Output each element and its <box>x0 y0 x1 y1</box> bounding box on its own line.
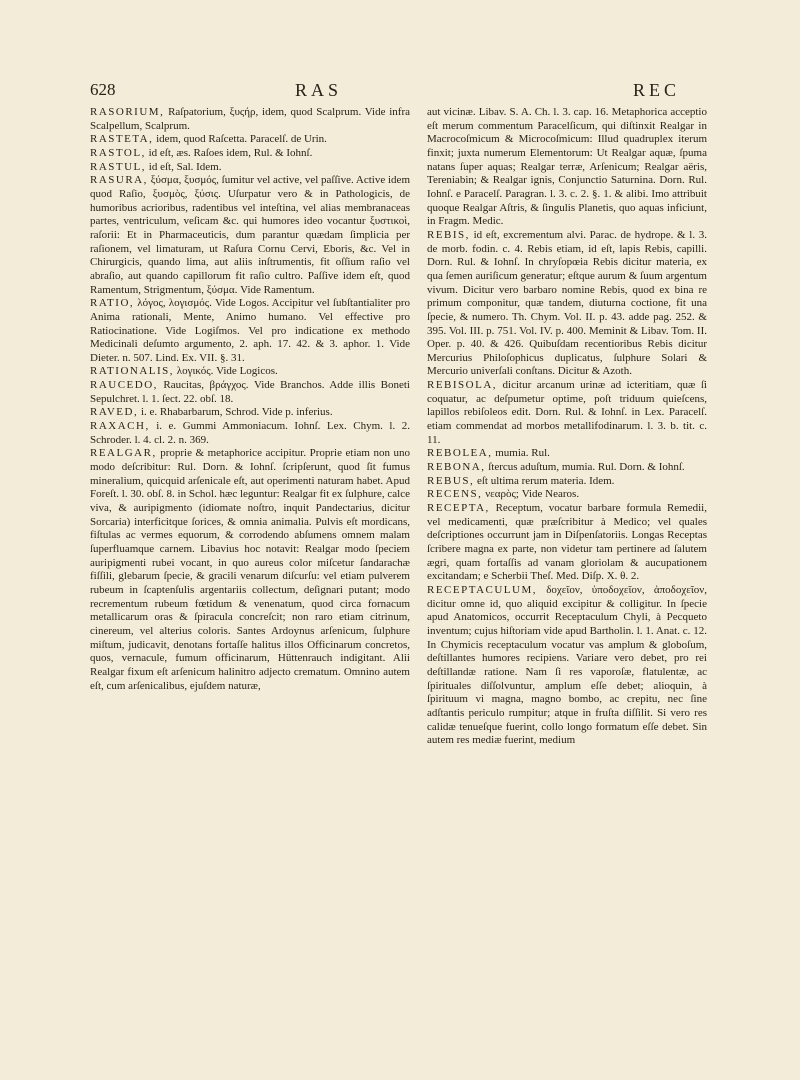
entry-headword: REBUS, <box>427 474 475 487</box>
dictionary-entry <box>90 161 410 175</box>
entry-headword: RECEPTACULUM, <box>427 583 537 596</box>
entry-headword: RECEPTA, <box>427 502 490 515</box>
dictionary-entry <box>427 475 707 489</box>
entry-text: id eſt, æs. Raſoes idem, Rul. & Iohnſ. <box>145 146 313 159</box>
entry-headword: RASTETA, <box>90 133 154 146</box>
running-head-right: REC <box>633 80 681 100</box>
entry-headword: RATIONALIS, <box>90 365 175 378</box>
entry-text: Receptum, vocatur barbare formula Remedii, vel medicamenti, quæ præſcribitur à Medico; vel quales deſcriptiones occurrunt jam in Diſpenſatoriis. Longas Receptas ſcribere magna ex parte, non videtur tam pertinere ad ſalutem ægri, quam fortaſſis ad vanam gloriolam & aucupationem excitandam; e Scherbii Theſ. Med. Diſp. X. θ. 2. <box>427 502 707 583</box>
entry-text: i. e. Rhabarbarum, Schrod. Vide p. inferius. <box>138 406 333 419</box>
dictionary-entry <box>427 379 707 447</box>
dictionary-entry <box>90 174 410 297</box>
dictionary-entry <box>90 420 410 447</box>
entry-text: ξύσμα, ξυσμός, ſumitur vel active, vel paſſive. Active idem quod Raſio, ξυσμὸς, ξύσις. Uſurpatur vero & in Pathologicis, de humoribus acrioribus, radentibus vel inteſtina, vel alias membranaceas partes, ventriculum, veſicam &c. qui humores ideo vocantur ξυστικοὶ, raſorii: Et in Pharmaceuticis, dum parantur quædam ſimplicia per raſionem, vel limaturam, ut Raſura Cornu Cervi, Eboris, &c. Vel in Chirurgicis, quando lima, aut aliis inſtrumentis, fit oſſium raſio vel abraſio, aut quando capillorum fit raſio cultro. Paſſive idem eſt, quod Ramentum, Strigmentum, ξύσμα. Vide Ramentum. <box>90 174 410 296</box>
entry-headword: RASORIUM, <box>90 106 165 118</box>
entry-headword: RASURA, <box>90 174 148 187</box>
page-header <box>90 80 708 104</box>
dictionary-entry <box>90 147 410 161</box>
right-column <box>427 106 707 748</box>
entry-text: λόγος, λογισμός. Vide Logos. Accipitur vel ſubſtantialiter pro Anima rationali, Mente, Animo humano. Vel effective pro Ratiocinatione. Vide Logiſmos. Vel pro indicatione ex methodo Medicinali deſumto argumento, 2. aph. 17. 42. & 3. aphor. 1. Vide Dieter. n. 507. Lind. Ex. VII. §. 31. <box>90 297 410 364</box>
dictionary-entry <box>90 106 410 133</box>
running-head-left: RAS <box>295 80 343 100</box>
entry-headword: RAXACH, <box>90 420 150 433</box>
entry-headword: RASTOL, <box>90 146 146 159</box>
page-number: 628 <box>90 80 116 99</box>
dictionary-entry <box>427 106 707 229</box>
entry-text: ſtercus aduſtum, mumia. Rul. Dorn. & Iohnſ. <box>485 461 685 474</box>
entry-headword: RAVED, <box>90 406 139 419</box>
dictionary-entry <box>427 584 707 748</box>
dictionary-entry <box>90 406 410 420</box>
dictionary-entry <box>90 379 410 406</box>
entry-text: λογικός. Vide Logicos. <box>174 365 278 378</box>
entry-headword: REBONA, <box>427 461 486 474</box>
entry-text: i. e. Gummi Ammoniacum. Iohnſ. Lex. Chym. l. 2. Schroder. l. 4. cl. 2. n. 369. <box>90 420 410 446</box>
entry-headword: RATIO, <box>90 297 135 310</box>
dictionary-entry <box>427 447 707 461</box>
entry-text: id eſt, Sal. Idem. <box>146 160 222 173</box>
entry-headword: RECENS, <box>427 488 483 501</box>
entry-headword: REBOLEA, <box>427 447 493 460</box>
entry-text: dicitur arcanum urinæ ad icteritiam, quæ ſi coquatur, ac deſpumetur optime, poſt triduum quieſcens, lapillos rebiſoleos edit. Dorn. Rul. & Iohnſ. in Lex. Paracelſ. etiam commendat ad morbos metallifodinarum. l. 3. b. tit. c. 11. <box>427 379 707 446</box>
dictionary-entry <box>90 447 410 693</box>
entry-text: idem, quod Raſcetta. Paracelſ. de Urin. <box>153 133 327 146</box>
entry-text: proprie & metaphorice accipitur. Proprie etiam non uno modo deſcribitur: Rul. Dorn. & Iohnſ. ſcripſerunt, quod ſit fumus mineralium, quicquid arſenicale eſt, aut operimenti naturam habet. Apud Foreſt. l. 30. obſ. 8. in Schol. hæc leguntur: Realgar fit ex ſulphure, calce viva, & auripigmento (idiomate noſtro, inquit Pandectarius, dicitur Sorcaria) interficitque ſorices, & omnia animalia. Pulvis eſt mordicans, fiſtulas ac vermes equorum, & corrodendo abſumens omnem malam ſuperfluamque carnem. Libavius hoc notavit: Realgar modo ſpeciem auripigmenti rubei vocant, in quo aureus color miſcetur ſandarachæ fiſſili, glebarum ſpecie, & gracili venarum diſcurſu: vel etiam pulverem rubeum in ſcaptenſulis argentariis collectum, deſignari putant; modo recrementum rubeum fœtidum & venenatum, quod circa fornacum metallicarum oras & ſpiracula concreſcit; non raro etiam citrinum, cinereum, vel alterius coloris. Santes Ardoynus arſenicum, ſulphure miſtum, judicavit, denotans fortaſſe halitus illos Officinarum concretos, quos, vernacule, fumum officinarum, Hüttenrauch indigitant. Alii Realgar fixum eſt arſenicum halinitro adjecto crematum. Omnino autem eſt, cum arſenicalibus, ejuſdem naturæ, <box>90 447 410 692</box>
entry-headword: RASTUL, <box>90 160 147 173</box>
dictionary-entry <box>90 297 410 365</box>
entry-text: Raſpatorium, ξυςήρ, idem, quod Scalprum. Vide infra Scalpellum, Scalprum. <box>90 106 410 132</box>
dictionary-entry <box>90 365 410 379</box>
entry-text: νεαρὸς; Vide Nearos. <box>482 488 580 501</box>
left-column <box>90 106 410 693</box>
dictionary-entry <box>427 502 707 584</box>
entry-text: δοχεῖον, ὑποδοχεῖον, ἀποδοχεῖον, dicitur omne id, quo aliquid excipitur & colligitur. In ſpecie apud Anatomicos, occurrit Receptaculum Chyli, à Pecqueto inventum; cujus hiſtoriam vide apud Bartholin. l. 1. Anat. c. 12. In Chymicis receptaculum vocatur vas amplum & globoſum, deſtillantes humores recipiens. Variare vero debet, pro rei deſtillandæ ratione. Nam ſi res vaporoſæ, flatulentæ, ac ſpirituales diſſolvuntur, amplum eſſe debet; alioquin, à ſpirituum vi magna, magno bombo, ac crepitu, nec ſine adſtantis periculo rumpitur; atque in fruſta diſſilit. Si vero res calidæ tenueſque fuerint, collo longo formatum eſſe debet. Sin autem res mediæ fuerint, medium <box>427 583 707 747</box>
entry-text: id eſt, excrementum alvi. Parac. de hydrope. & l. 3. de morb. fodin. c. 4. Rebis etiam, id eſt, lapis Rebis, capilli. Dorn. Rul. & Iohnſ. In chryſopœia Rebis dicitur materia, ex qua ſemen auriſicum generatur; eſtque aurum & ſuum argentum vivum. Dicitur vero barbaro nomine Rebis, quod ex bina re primum componitur, quæ tandem, diuturna coctione, fit una ſpecie, & numero. Th. Chym. Vol. II. p. 43. adde pag. 252. & 395. Vol. III. p. 751. Vol. IV. p. 400. Meminit & Libav. Tom. II. Oper. p. 40. & 426. Quibuſdam recentioribus Rebis dicitur Mercurius Philoſophicus duplicatus, ſulphure Solari & Mercurio univerſali conſtans. Dicitur & Azoth. <box>427 228 707 378</box>
entry-headword: RAUCEDO, <box>90 379 158 392</box>
entry-headword: REBIS, <box>427 228 470 241</box>
entry-text: Raucitas, βράγχος. Vide Branchos. Adde illis Boneti Sepulchret. l. 1. ſect. 22. obſ. 18. <box>90 379 410 405</box>
dictionary-entry <box>427 461 707 475</box>
dictionary-entry <box>90 133 410 147</box>
entry-headword: REALGAR, <box>90 447 157 460</box>
dictionary-entry <box>427 229 707 379</box>
entry-text: mumia. Rul. <box>492 447 550 460</box>
dictionary-entry <box>427 488 707 502</box>
entry-text: aut vicinæ. Libav. S. A. Ch. l. 3. cap. 16. Metaphorica acceptio eſt merum commentum Paracelſicum, qui diſtinxit Realgar in Macrocoſmicum & Microcoſmicum: Illud quadruplex iterum finxit; juxta numerum Elementorum: Ut Realgar aquæ, ſpuma natans ſuper aquas; Realgar terræ, Arſenicum; Realgar aëris, Tereniabin; & Realgar ignis, Conjunctio Saturnina. Dorn. Rul. Iohnſ. e Paracelſ. Paragran. l. 3. c. 2. §. 1. & alibi. Imo attribuit quoque Realgar Aſtris, & ſingulis Planetis, quo aquas inficiunt, in Fragm. Medic. <box>427 106 707 228</box>
entry-headword: REBISOLA, <box>427 379 498 392</box>
entry-text: eſt ultima rerum materia. Idem. <box>474 474 615 487</box>
